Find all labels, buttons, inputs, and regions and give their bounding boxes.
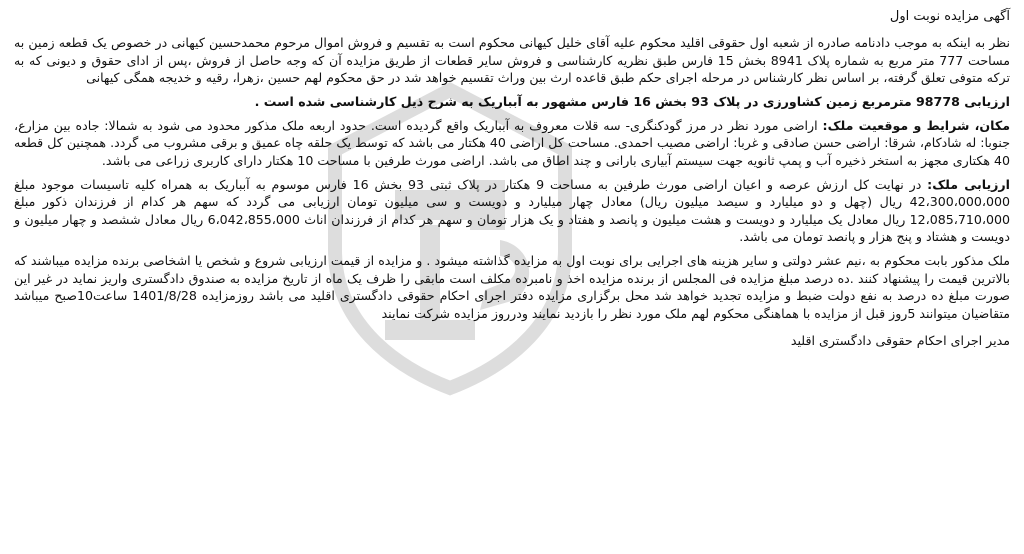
location-paragraph (14, 117, 1010, 170)
appraisal-text: در نهایت کل ارزش عرصه و اعیان اراضی مورث طرفین به مساحت 9 هکتار در پلاک ثبتی 93 بخش 16 فارس موسوم به آبباریک به همراه کلیه تاسیسات موجود مبلغ 42،300،000،000 ریال (چهل و دو میلیارد و سیصد میلیون ریال) معادل چهار میلیارد و دویست و سی میلیون تومان ارزیابی می گردد که سهم هر کدام از فرزندان ذکور مبلغ 12،085،710،000 ریال معادل یک میلیارد و دویست و هشت میلیون و پانصد و هفتاد و یک هزار تومان و سهم هر کدام از فرزندان اناث 6،042،855،000 ریال معادل ششصد و چهار میلیون و دویست و هشتاد و پنج هزار و پانصد تومان می باشد. (14, 176, 1010, 245)
appraisal-paragraph (14, 176, 1010, 246)
conditions-paragraph: ملک مذکور بابت محکوم به ،نیم عشر دولتی و سایر هزینه های اجرایی برای نوبت اول به مزایده گذاشته میشود . و مزایده از قیمت ارزیابی شروع و شخص یا اشخاصی برنده مزایده میباشند که بالاترین قیمت را پیشنهاد کنند .ده درصد مبلغ مزایده فی المجلس از برنده مزایده اخذ و نامبرده مکلف است مابقی را ظرف یک ماه از تاریخ مزایده به صندوق دادگستری واریز نماید در غیر این صورت مبلغ ده درصد به نفع دولت ضبط و مزایده تجدید خواهد شد محل برگزاری مزایده دفتر اجرای احکام حقوقی دادگستری اقلید می باشد روزمزایده 1401/8/28 ساعت10صبح میباشد متقاضیان میتوانند 5روز قبل از مزایده با هماهنگی محکوم لهم ملک مورد نظر را بازدید نمایند ودرروز مزایده شرکت نمایند (14, 252, 1010, 321)
location-text: اراضی مورد نظر در مرز گودکنگری- سه قلات معروف به آبباریک واقع گردیده است. حدود اربعه ملک مذکور محدود می شود به شمالا: جاده بین مزارع، جنوبا: له شادکام، شرقا: اراضی حسن صادقی و غربا: اراضی مصیب احمدی. مساحت کل اراضی 40 هکتار می باشد که توسط یک حلقه چاه عمیق و برقی مشروب می گردد. همچنین کل قطعه 40 هکتاری مجهز به استخر ذخیره آب و پمپ ثانویه جهت سیستم آبیاری بارانی و چند اطاق می باشد. اراضی مورث طرفین با مساحت 10 هکتار دارای کاربری زراعی می باشد. (14, 117, 1010, 168)
appraisal-headline: ارزیابی 98778 مترمربع زمین کشاورزی در پلاک 93 بخش 16 فارس مشهور به آبباریک به شرح ذیل کارشناسی شده است . (254, 93, 1010, 109)
appraisal-label: ارزیابی ملک: (927, 176, 1010, 192)
location-label: مکان، شرایط و موقعیت ملک: (822, 117, 1011, 133)
notice-title: آگهی مزایده نوبت اول (889, 9, 1010, 24)
signature-line: مدیر اجرای احکام حقوقی دادگستری اقلید (790, 333, 1010, 349)
intro-paragraph: نظر به اینکه به موجب دادنامه صادره از شعبه اول حقوقی اقلید محکوم علیه آقای خلیل کیهانی محکوم است به تقسیم و فروش اموال مرحوم محمدحسین کیهانی در خصوص یک قطعه زمین به مساحت 777 متر مربع به شماره پلاک 8941 بخش 15 فارس طبق نظریه کارشناسی و فروش سایر قطعات از طریق مزایده آن که وجه حاصل از فروش ،پس از ادای حقوق و دیونی که به ترکه متوفی تعلق گرفته، بر اساس نظر کارشناس در مرحله اجرای حکم طبق قاعده ارث بین وراث تقسیم خواهد شد در حق محکوم لهم حسین ،زهرا، رقیه و خدیجه همگی کیهانی (14, 35, 1010, 86)
